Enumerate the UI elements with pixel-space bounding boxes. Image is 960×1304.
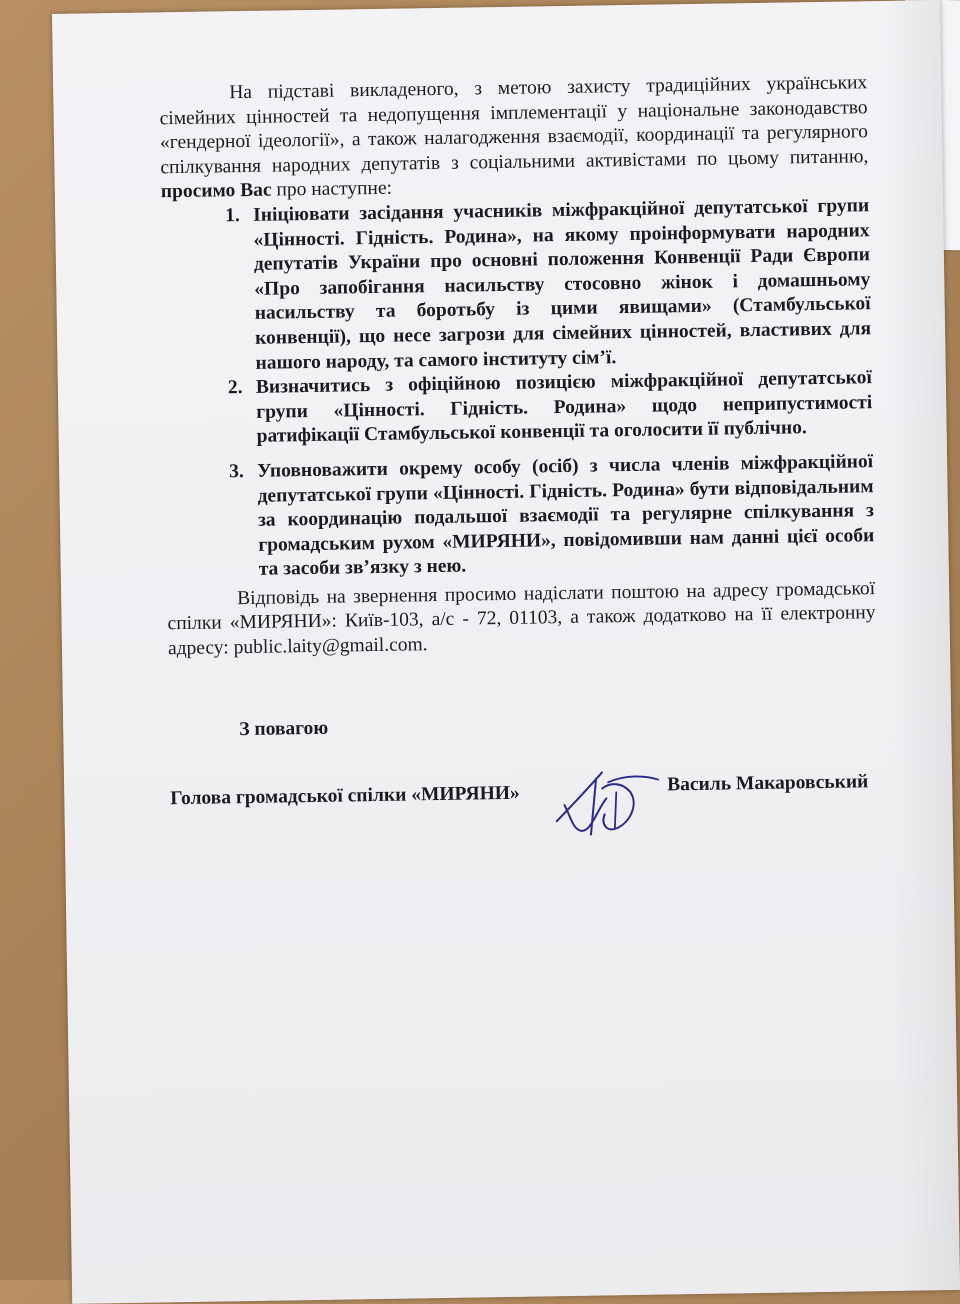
signatory-title: Голова громадської спілки «МИРЯНИ» xyxy=(170,783,520,810)
request-text: Ініціювати засідання учасників міжфракційної депутатської групи «Цінності. Гідність. Родина», на якому проінформувати народних депутатів України про основні положення Конвенції Ради Європи «Про запобігання насильству стосовно жінок і домашньому насильству та боротьбу із цими явищами» (Стамбульської конвенції), що несе загрози для сімейних цінностей, властивих для нашого народу, та самого інституту сім’ї. xyxy=(253,195,872,374)
intro-text-emphasis: просимо Вас xyxy=(160,179,272,203)
request-text: Визначитись з офіційною позицією міжфракційної депутатської групи «Цінності. Гідність. Родина» щодо неприпустимості ратифікації Стамбульської конвенції та оголосити її публічно. xyxy=(255,367,873,448)
handwritten-signature xyxy=(550,758,661,844)
intro-text-end: про наступне: xyxy=(271,178,393,201)
intro-paragraph xyxy=(159,71,869,205)
reply-paragraph: Відповідь на звернення просимо надіслати поштою на адресу громадської спілки «МИРЯНИ»: Київ-103, а/с - 72, 01103, а також додатково на її електронну адресу: public.laity@gmail.com. xyxy=(167,578,876,660)
letter-page xyxy=(52,0,960,1304)
request-number: 2. xyxy=(227,377,243,399)
request-text: Уповноважити окрему особу (осіб) з числа членів міжфракційної депутатської групи «Цінності. Гідність. Родина» бути відповідальним за координацію подальшої взаємодії та регулярне спілкування з громадським рухом «МИРЯНИ», повідомивши нам данні цієї особи та засоби зв’язку з нею. xyxy=(257,451,875,581)
request-number: 3. xyxy=(229,460,244,483)
intro-text-start: На підставі викладеного, з метою захисту традиційних українських сімейних цінностей та недопущення імплементації у національне законодавство «гендерної ідеології», а також налагодження взаємодії, координації та регулярного спілкування народних депутатів з соціальними активістами по цьому питанню, xyxy=(159,72,869,179)
request-item-3 xyxy=(165,450,875,584)
request-list xyxy=(161,194,875,584)
letter-body xyxy=(159,71,879,877)
request-item-1 xyxy=(161,194,872,377)
signature-block xyxy=(170,771,879,877)
request-number: 1. xyxy=(225,205,240,227)
request-item-2 xyxy=(164,366,873,451)
closing-phrase: З повагою xyxy=(239,717,329,740)
signatory-name: Василь Макаровський xyxy=(667,771,869,796)
